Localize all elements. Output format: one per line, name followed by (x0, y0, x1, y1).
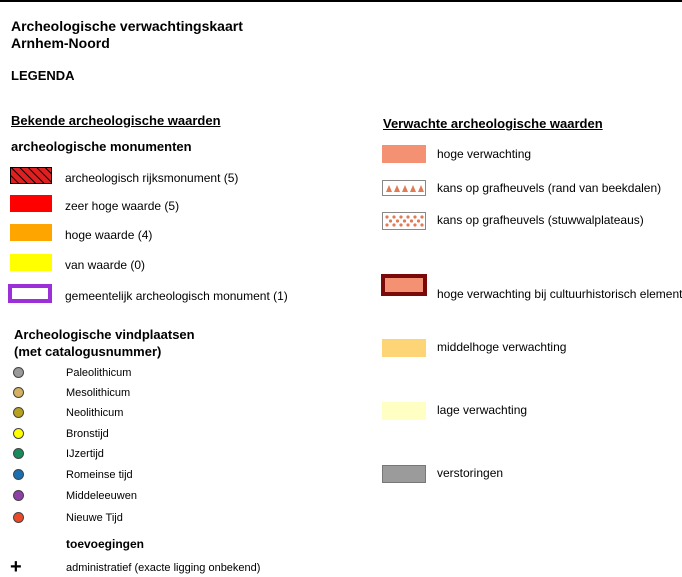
monuments-heading: archeologische monumenten (11, 139, 192, 154)
addition-label-administratief: administratief (exacte ligging onbekend) (66, 562, 261, 574)
hatched-red-swatch (10, 167, 52, 184)
legend-label-disturbances: verstoringen (437, 466, 504, 480)
legend-label-high: hoge waarde (4) (65, 228, 153, 242)
expected-values-heading: Verwachte archeologische waarden (383, 116, 603, 131)
medium-expectation-swatch (382, 339, 426, 357)
legend-label-very-high: zeer hoge waarde (5) (65, 199, 180, 213)
site-label-nieuwe-tijd: Nieuwe Tijd (66, 512, 123, 524)
low-expectation-swatch (382, 402, 426, 420)
legend-label-medium-expectation: middelhoge verwachting (437, 340, 567, 354)
site-dot-ijzertijd (13, 448, 24, 459)
legend-label-rijksmonument: archeologisch rijksmonument (5) (65, 171, 239, 185)
legend-label-high-expectation: hoge verwachting (437, 147, 532, 161)
of-value-swatch (10, 254, 52, 271)
additions-heading: toevoegingen (66, 537, 145, 551)
site-label-ijzertijd: IJzertijd (66, 448, 104, 460)
disturbance-swatch (382, 465, 426, 483)
high-value-swatch (10, 224, 52, 241)
legend-label-municipal: gemeentelijk archeologisch monument (1) (65, 289, 288, 303)
sites-subheading: (met catalogusnummer) (14, 344, 162, 359)
site-dot-mesolithicum (13, 387, 24, 398)
known-values-heading: Bekende archeologische waarden (11, 113, 221, 128)
site-label-mesolithicum: Mesolithicum (66, 387, 131, 399)
legend-label-burial-mounds-valley: kans op grafheuvels (rand van beekdalen) (437, 181, 662, 195)
site-label-neolithicum: Neolithicum (66, 407, 124, 419)
site-dot-romeinse-tijd (13, 469, 24, 480)
legend-label-burial-mounds-plateau: kans op grafheuvels (stuwwalplateaus) (437, 213, 644, 227)
very-high-value-swatch (10, 195, 52, 212)
burial-mounds-plateau-swatch (382, 212, 426, 230)
burial-mounds-valley-swatch (382, 180, 426, 196)
legend-label-cultural-element: hoge verwachting bij cultuurhistorisch element (437, 287, 682, 301)
cultural-element-swatch (381, 274, 427, 296)
top-border-line (0, 0, 682, 2)
site-dot-middeleeuwen (13, 490, 24, 501)
map-subtitle: Arnhem-Noord (11, 35, 110, 51)
site-dot-neolithicum (13, 407, 24, 418)
site-dot-nieuwe-tijd (13, 512, 24, 523)
site-label-romeinse-tijd: Romeinse tijd (66, 469, 133, 481)
high-expectation-swatch (382, 145, 426, 163)
plus-icon: + (10, 556, 22, 577)
legend-label-low-expectation: lage verwachting (437, 403, 528, 417)
sites-heading: Archeologische vindplaatsen (14, 327, 195, 342)
site-label-bronstijd: Bronstijd (66, 428, 109, 440)
legend-label-of-value: van waarde (0) (65, 258, 146, 272)
site-dot-paleolithicum (13, 367, 24, 378)
legenda-heading: LEGENDA (11, 68, 75, 83)
site-label-paleolithicum: Paleolithicum (66, 367, 132, 379)
site-dot-bronstijd (13, 428, 24, 439)
map-title: Archeologische verwachtingskaart (11, 18, 243, 34)
municipal-monument-outline-swatch (8, 284, 52, 303)
site-label-middeleeuwen: Middeleeuwen (66, 490, 137, 502)
